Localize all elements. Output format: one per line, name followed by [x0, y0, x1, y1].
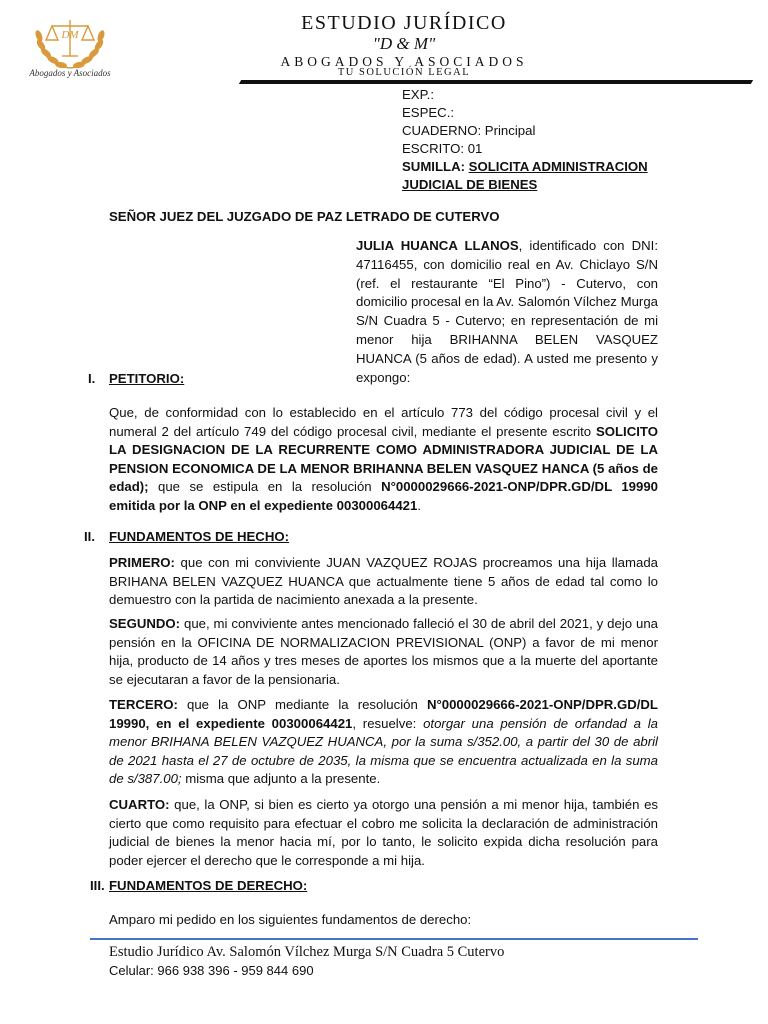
sumilla-line: [402, 158, 662, 176]
petitorio-text-2: que se estipula en la resolución: [148, 479, 382, 495]
tercero-bold: N°0000029666-2021-ONP/DPR.GD/DL 19990, en el expediente 00300064421: [109, 697, 658, 731]
espec-line: ESPEC.:: [402, 105, 455, 120]
header-rule: [239, 80, 753, 84]
exp-line: EXP.:: [402, 87, 435, 102]
section-2-title: FUNDAMENTOS DE HECHO:: [109, 529, 289, 544]
firm-initials: "D & M": [372, 34, 436, 53]
tercero-end: misma que adjunto a la presente.: [181, 771, 381, 787]
logo-caption: Abogados y Asociados: [29, 68, 111, 78]
tercero-text-1: que la ONP mediante la resolución: [177, 697, 427, 712]
primero-label: PRIMERO:: [109, 555, 175, 570]
escrito-line: ESCRITO: 01: [402, 141, 483, 156]
segundo-paragraph: [109, 615, 658, 689]
petitorio-bold-2: N°0000029666-2021-ONP/DPR.GD/DL 19990 emitida por la ONP en el expediente 00300064421: [109, 479, 659, 513]
case-info: [402, 86, 662, 194]
petitorio-bold-1: SOLICITO LA DESIGNACION DE LA RECURRENTE COMO ADMINISTRADORA JUDICIAL DE LA PENSION ECONOMICA DE LA MENOR BRIHANNA BELEN VASQUEZ HANCA (5 años de edad);: [109, 423, 658, 495]
section-3-title: FUNDAMENTOS DE DERECHO:: [109, 878, 308, 893]
petitorio-end: .: [417, 497, 422, 513]
section-1-number: I.: [88, 371, 96, 386]
section-1-title: PETITORIO:: [109, 371, 185, 386]
footer-address: Estudio Jurídico Av. Salomón Vílchez Murga S/N Cuadra 5 Cutervo: [109, 944, 505, 960]
petitioner-name: JULIA HUANCA LLANOS: [356, 238, 519, 253]
petitorio-paragraph: [109, 404, 658, 516]
firm-subtitle: ABOGADOS Y ASOCIADOS: [280, 54, 528, 69]
segundo-text: que, mi conviviente antes mencionado falleció el 30 de abril del 2021, y dejo una pensión en la OFICINA DE NORMALIZACION PREVISIONAL (ONP) a favor de mi menor hija, producto de 14 años y tres meses de aportes los mismos que a la muerte del aportante se ejecutaran a favor de la pensionaria.: [109, 616, 658, 687]
sumilla-value-2: JUDICIAL DE BIENES: [402, 177, 538, 192]
firm-logo: [24, 10, 116, 82]
tercero-paragraph: [109, 696, 658, 789]
tercero-italic: otorgar una pensión de orfandad a la menor BRIHANA BELEN VAZQUEZ HUANCA, por la suma s/352.00, a partir del 30 de abril de 2021 hasta el 27 de octubre de 2035, la misma que se encuentra actualizada en la suma de s/387.00;: [109, 715, 659, 787]
cuarto-text: que, la ONP, si bien es cierto ya otorgo una pensión a mi menor hija, también es cierto que como requisito para efectuar el cobro me solicita la declaración de administración judicial de bienes la menor hacia mí, por lo tanto, le solicito expida dicha resolución para poder ejercer el derecho que le corresponde a mi hija.: [109, 797, 658, 868]
section-3-number: III.: [90, 878, 105, 893]
section-2-number: II.: [84, 529, 95, 544]
segundo-label: SEGUNDO:: [109, 616, 181, 631]
tercero-text-2: , resuelve:: [352, 715, 424, 731]
primero-text: que con mi conviviente JUAN VAZQUEZ ROJAS procreamos una hija llamada BRIHANA BELEN VAZQUEZ HUANCA que actualmente tiene 5 años de edad tal como lo demuestro con la partida de nacimiento anexada a la presente.: [109, 555, 658, 608]
intro-paragraph: [356, 237, 658, 387]
footer-phone: Celular: 966 938 396 - 959 844 690: [109, 963, 314, 978]
derecho-intro: Amparo mi pedido en los siguientes fundamentos de derecho:: [109, 912, 472, 927]
addressee: SEÑOR JUEZ DEL JUZGADO DE PAZ LETRADO DE CUTERVO: [109, 209, 500, 224]
cuarto-paragraph: [109, 796, 658, 870]
logo-monogram: DM: [61, 29, 79, 41]
tercero-label: TERCERO:: [109, 697, 178, 712]
sumilla-value-1: SOLICITA ADMINISTRACION: [468, 159, 648, 174]
intro-text: , identificado con DNI: 47116455, con domicilio real en Av. Chiclayo S/N (ref. el restaurante “El Pino”) - Cutervo, con domicilio procesal en la Av. Salomón Vílchez Murga S/N Cuadra 5 - Cutervo; en representación de mi menor hija BRIHANNA BELEN VASQUEZ HUANCA (5 años de edad). A usted me presento y expongo:: [356, 238, 658, 385]
firm-tagline: TU SOLUCIÓN LEGAL: [337, 67, 471, 78]
footer-rule: [90, 938, 698, 940]
cuaderno-line: CUADERNO: Principal: [402, 123, 536, 138]
sumilla-label: SUMILLA:: [402, 159, 465, 174]
primero-paragraph: [109, 554, 658, 610]
petitorio-text-1: Que, de conformidad con lo establecido en el artículo 773 del código procesal civil y el numeral 2 del artículo 749 del código procesal civil, mediante el presente escrito: [109, 405, 658, 439]
firm-name: ESTUDIO JURÍDICO: [301, 12, 507, 34]
cuarto-label: CUARTO:: [109, 797, 170, 812]
